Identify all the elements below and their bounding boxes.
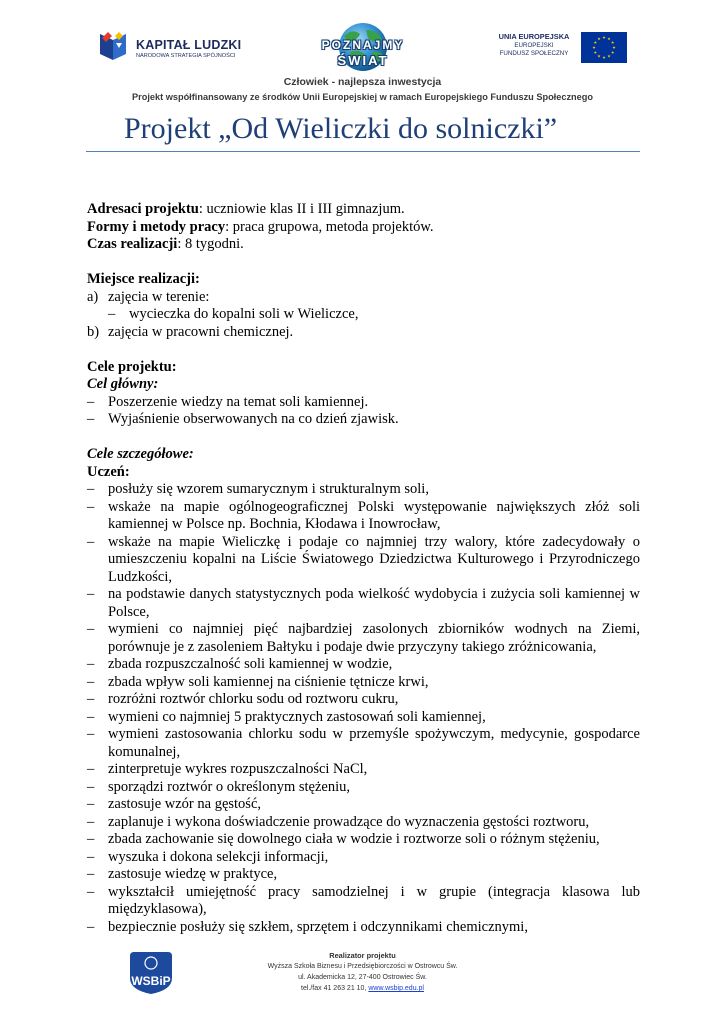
detailed-goal-item: – zinterpretuje wykres rozpuszczalności NaCl,	[87, 761, 368, 777]
location-heading: Miejsce realizacji:	[87, 271, 200, 287]
detailed-goals-list	[87, 481, 640, 936]
duration-line: Czas realizacji: 8 tygodni.	[87, 236, 244, 252]
swiat-text: ŚWIAT	[337, 53, 389, 68]
eu-name: UNIA EUROPEJSKA	[498, 32, 570, 41]
main-goal-item: – Wyjaśnienie obserwowanych na co dzień zjawisk.	[87, 411, 399, 427]
tagline: Człowiek - najlepsza inwestycja	[283, 76, 442, 88]
detailed-goal-item: – bezpiecznie posłuży się szkłem, sprzętem i odczynnikami chemicznymi,	[87, 918, 528, 935]
footer-heading: Realizator projektu	[329, 951, 396, 960]
detailed-goal-item: – zastosuje wiedzę w praktyce,	[87, 866, 278, 882]
wsbip-logo-text: WSBiP	[131, 974, 171, 988]
location-item-b: b) zajęcia w pracowni chemicznej.	[87, 323, 294, 340]
footer-school: Wyższa Szkoła Biznesu i Przedsiębiorczości w Ostrowcu Św.	[267, 963, 458, 970]
kapital-ludzki-logo	[96, 28, 266, 70]
detailed-goal-item: – wskaże na mapie ogólnogeograficznej Polski występowanie największych złóż soli kamiennej w Polsce np. Bochnia, Kłodawa i Inowrocław,	[87, 498, 640, 532]
location-item-a-sub: – wycieczka do kopalni soli w Wieliczce,	[108, 306, 359, 322]
detailed-goal-item: – zbada rozpuszczalność soli kamiennej w wodzie,	[87, 656, 393, 672]
page-header	[0, 0, 725, 112]
location-item-a: a) zajęcia w terenie:	[87, 288, 210, 305]
page-footer	[0, 946, 725, 1006]
student-label: Uczeń:	[87, 463, 130, 480]
eu-flag-icon	[581, 32, 627, 63]
kapital-ludzki-icon	[96, 30, 130, 64]
title-divider	[86, 151, 640, 152]
kapital-ludzki-subtitle: NARODOWA STRATEGIA SPÓJNOŚCI	[136, 53, 236, 59]
poznajmy-text: POZNAJMY	[321, 38, 405, 52]
page-title: Projekt „Od Wieliczki do solniczki”	[124, 112, 558, 145]
detailed-goal-item: – wskaże na mapie Wieliczkę i podaje co najmniej trzy walory, które zadecydowały o umieszczeniu kopalni na Liście Światowego Dziedzictwa Kulturowego i Przyrodniczego Ludzkości,	[87, 533, 640, 585]
document-body	[87, 201, 640, 936]
detailed-goal-item: – wymieni co najmniej pięć najbardziej zasolonych zbiorników wodnych na Ziemi, porównuje je z zasoleniem Bałtyku i podaje dwie przyczyny takiego zróżnicowania,	[87, 621, 640, 655]
eu-fund-line1: EUROPEJSKI	[514, 42, 554, 49]
detailed-goal-item: – zbada wpływ soli kamiennej na ciśnienie tętnicze krwi,	[87, 673, 429, 690]
detailed-goals-heading: Cele szczegółowe:	[87, 446, 194, 462]
eu-fund-line2: FUNDUSZ SPOŁECZNY	[499, 50, 569, 57]
poznajmy-swiat-logo	[308, 22, 418, 74]
main-goal-heading: Cel główny:	[87, 376, 159, 392]
detailed-goal-item: – zastosuje wzór na gęstość,	[87, 796, 262, 812]
audience-line: Adresaci projektu: uczniowie klas II i III gimnazjum.	[87, 201, 405, 217]
detailed-goal-item: – sporządzi roztwór o określonym stężeniu,	[87, 778, 350, 795]
detailed-goal-item: – wymieni zastosowania chlorku sodu w przemyśle spożywczym, medycynie, gospodarce komunalnej,	[87, 726, 640, 760]
kapital-ludzki-name: KAPITAŁ LUDZKI	[136, 38, 242, 52]
detailed-goal-item: – rozróżni roztwór chlorku sodu od roztworu cukru,	[87, 691, 399, 707]
detailed-goal-item: – wyszuka i dokona selekcji informacji,	[87, 848, 329, 865]
detailed-goal-item: – wymieni co najmniej 5 praktycznych zastosowań soli kamiennej,	[87, 708, 486, 725]
detailed-goal-item: – wykształcił umiejętność pracy samodzielnej i w grupie (integracja klasowa lub międzyklasowa),	[87, 883, 640, 917]
cofinancing-line: Projekt współfinansowany ze środków Unii Europejskiej w ramach Europejskiego Funduszu Społecznego	[132, 92, 593, 102]
detailed-goal-item: – zbada zachowanie się dowolnego ciała w wodzie i roztworze soli o różnym stężeniu,	[87, 831, 600, 847]
detailed-goal-item: – na podstawie danych statystycznych poda wielkość wydobycia i zużycia soli kamiennej w Polsce,	[87, 586, 640, 620]
goals-heading: Cele projektu:	[87, 358, 177, 375]
eu-logo	[492, 30, 632, 66]
methods-line: Formy i metody pracy: praca grupowa, metoda projektów.	[87, 218, 434, 235]
website-link[interactable]: www.wsbip.edu.pl	[368, 985, 424, 992]
footer-address: ul. Akademicka 12, 27-400 Ostrowiec Św.	[298, 974, 427, 981]
footer-contact: tel./fax 41 263 21 10, www.wsbip.edu.pl	[301, 985, 424, 992]
detailed-goal-item: – posłuży się wzorem sumarycznym i strukturalnym soli,	[87, 481, 429, 497]
detailed-goal-item: – zaplanuje i wykona doświadczenie prowadzące do wyznaczenia gęstości roztworu,	[87, 813, 590, 830]
main-goal-item: – Poszerzenie wiedzy na temat soli kamiennej.	[87, 393, 369, 410]
